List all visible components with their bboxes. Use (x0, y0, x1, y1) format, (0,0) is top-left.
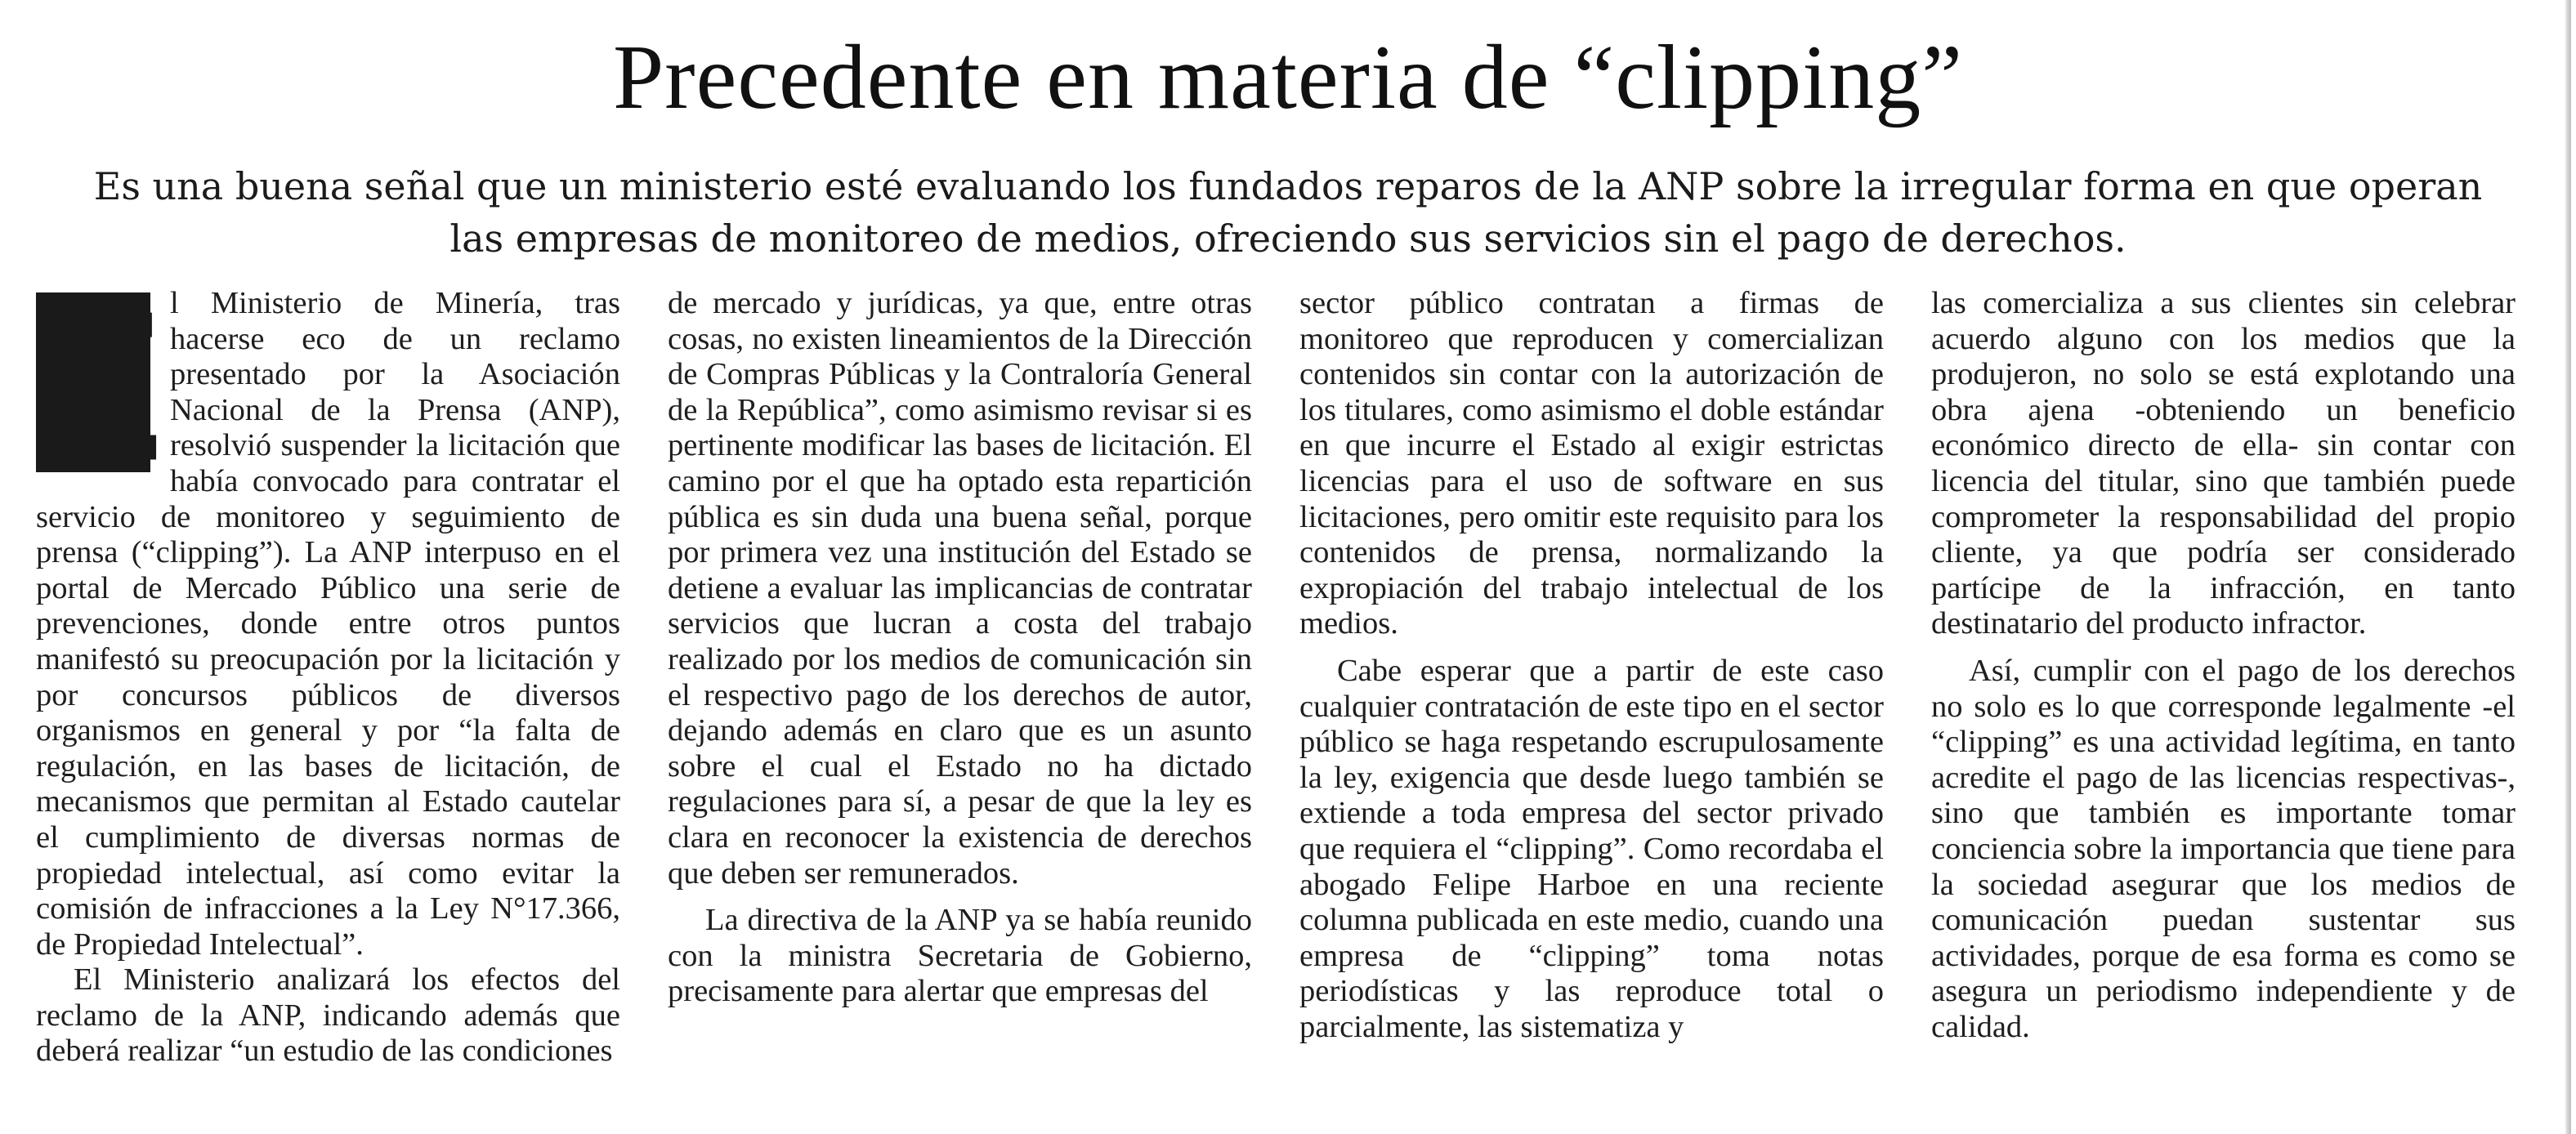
column-2 (668, 286, 1252, 1119)
deck-line-2: las empresas de monitoreo de medios, ofreciendo sus servicios sin el pago de derechos. (449, 217, 2127, 261)
column-3 (1299, 286, 1884, 1119)
paragraph: Así, cumplir con el pago de los derechos no solo es lo que corresponde legalmente -el “clipping” es una actividad legítima, en tanto acredite el pago de las licencias respectivas-, sino que también es importante tomar conciencia sobre la importancia que tiene para la sociedad asegurar que los medios de comunicación puedan sustentar sus actividades, porque de esa forma es como se asegura un periodismo independiente y de calidad. (1931, 653, 2516, 1044)
paragraph: sector público contratan a firmas de monitoreo que reproducen y comercializan contenidos sin contar con la autorización de los titulares, como asimismo el doble estándar en que incurre el Estado al exigir estrictas licencias para el uso de software en sus licitaciones, pero omitir este requisito para los contenidos de prensa, normalizando la expropiación del trabajo intelectual de los medios. (1299, 286, 1884, 641)
headline: Precedente en materia de “clipping” (613, 27, 1963, 128)
paragraph: La directiva de la ANP ya se había reunido con la ministra Secretaria de Gobierno, precisamente para alertar que empresas del (668, 903, 1252, 1009)
deck-line-1: Es una buena señal que un ministerio esté evaluando los fundados reparos de la ANP sobre la irregular forma en que operan (93, 164, 2483, 208)
body-columns (22, 268, 2516, 1119)
drop-cap-glyph (22, 268, 164, 505)
paragraph: l Ministerio de Minería, tras hacerse eco de un reclamo presentado por la Asociación Nacional de la Prensa (ANP), resolvió suspender la licitación que había convocado para contratar el servicio de monitoreo y seguimiento de prensa (“clipping”). La ANP interpuso en el portal de Mercado Público una serie de prevenciones, donde entre otros puntos manifestó su preocupación por la licitación y por concursos públicos de diversos organismos en general y por “la falta de regulación, en las bases de licitación, de mecanismos que permitan al Estado cautelar el cumplimiento de diversas normas de propiedad intelectual, así como evitar la comisión de infracciones a la Ley N°17.366, de Propiedad Intelectual”. (36, 286, 620, 962)
paragraph: Cabe esperar que a partir de este caso cualquier contratación de este tipo en el sector público se haga respetando escrupulosamente la ley, exigencia que desde luego también se extiende a toda empresa del sector privado que requiera el “clipping”. Como recordaba el abogado Felipe Harboe en una reciente columna publicada en este medio, cuando una empresa de “clipping” toma notas periodísticas y las reproduce total o parcialmente, las sistematiza y (1299, 653, 1884, 1044)
page-edge (2565, 0, 2571, 1134)
drop-cap (22, 268, 164, 505)
paragraph: de mercado y jurídicas, ya que, entre otras cosas, no existen lineamientos de la Dirección de Compras Públicas y la Contraloría General de la República”, como asimismo revisar si es pertinente modificar las bases de licitación. El camino por el que ha optado esta repartición pública es sin duda una buena señal, porque por primera vez una institución del Estado se detiene a evaluar las implicancias de contratar servicios que lucran a costa del trabajo realizado por los medios de comunicación sin el respectivo pago de los derechos de autor, dejando además en claro que es un asunto sobre el cual el Estado no ha dictado regulaciones para sí, a pesar de que la ley es clara en reconocer la existencia de derechos que deben ser remunerados. (668, 286, 1252, 891)
column-1 (22, 268, 620, 1119)
paragraph: El Ministerio analizará los efectos del reclamo de la ANP, indicando además que deberá realizar “un estudio de las condiciones (36, 962, 620, 1069)
paragraph: las comercializa a sus clientes sin celebrar acuerdo alguno con los medios que la produjeron, no solo se está explotando una obra ajena -obteniendo un beneficio económico directo de ella- sin contar con licencia del titular, sino que también puede comprometer la responsabilidad del propio cliente, ya que podría ser considerado partícipe de la infracción, en tanto destinatario del producto infractor. (1931, 286, 2516, 641)
deck (33, 160, 2543, 265)
drop-cap-letter: E (22, 268, 164, 505)
column-4 (1931, 286, 2516, 1119)
